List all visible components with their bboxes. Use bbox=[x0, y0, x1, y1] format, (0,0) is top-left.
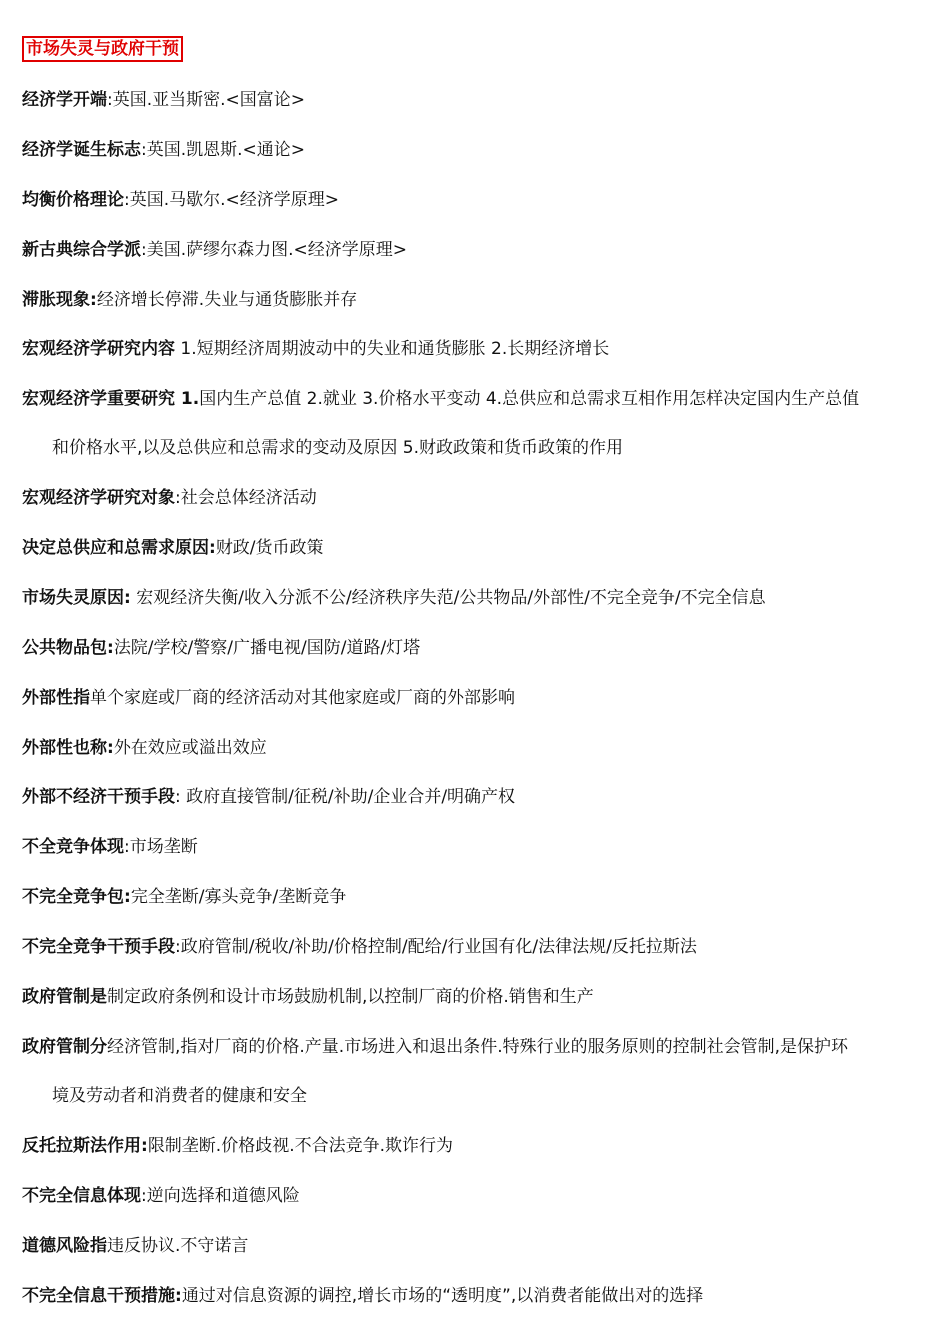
note-text: :政府管制/税收/补助/价格控制/配给/行业国有化/法律法规/反托拉斯法 bbox=[175, 937, 697, 957]
note-line bbox=[22, 1234, 248, 1258]
note-text: 通过对信息资源的调控,增长市场的“透明度”,以消费者能做出对的选择 bbox=[181, 1286, 704, 1306]
note-text: 限制垄断.价格歧视.不合法竞争.欺诈行为 bbox=[147, 1136, 454, 1156]
note-text: 完全垄断/寡头竞争/垄断竞争 bbox=[130, 887, 347, 907]
note-term: 反托拉斯法作用: bbox=[22, 1136, 148, 1156]
note-line bbox=[22, 238, 407, 262]
note-term: 宏观经济学研究对象 bbox=[22, 488, 175, 508]
note-term: 经济学诞生标志 bbox=[22, 140, 141, 160]
note-text: 经济增长停滞.失业与通货膨胀并存 bbox=[96, 290, 358, 310]
note-text: :美国.萨缪尔森力图.<经济学原理> bbox=[141, 240, 408, 260]
note-term: 经济学开端 bbox=[22, 90, 107, 110]
note-line bbox=[22, 138, 305, 162]
note-line bbox=[22, 1134, 453, 1158]
note-term: 不完全竞争干预手段 bbox=[22, 937, 175, 957]
note-term: 外部性也称: bbox=[22, 738, 114, 758]
note-text: 违反协议.不守诺言 bbox=[107, 1236, 249, 1256]
note-term: 滞胀现象: bbox=[22, 290, 97, 310]
note-term: 市场失灵原因: bbox=[22, 588, 131, 608]
note-term: 政府管制分 bbox=[22, 1037, 107, 1057]
note-line bbox=[22, 1035, 848, 1059]
note-text: 外在效应或溢出效应 bbox=[113, 738, 267, 758]
note-text: 国内生产总值 2.就业 3.价格水平变动 4.总供应和总需求互相作用怎样决定国内生产总值 bbox=[199, 389, 860, 409]
note-line-continuation bbox=[52, 1084, 307, 1108]
note-text: 和价格水平,以及总供应和总需求的变动及原因 5.财政政策和货币政策的作用 bbox=[52, 438, 624, 458]
note-term: 道德风险指 bbox=[22, 1236, 107, 1256]
note-text: 法院/学校/警察/广播电视/国防/道路/灯塔 bbox=[113, 638, 421, 658]
note-line bbox=[22, 88, 305, 112]
note-line bbox=[22, 935, 697, 959]
note-text: :英国.马歇尔.<经济学原理> bbox=[124, 190, 340, 210]
note-term: 公共物品包: bbox=[22, 638, 114, 658]
note-line bbox=[22, 736, 267, 760]
note-line-continuation bbox=[52, 436, 623, 460]
note-term: 宏观经济学研究内容 bbox=[22, 339, 175, 359]
note-term: 不全竞争体现 bbox=[22, 837, 124, 857]
note-text: 宏观经济失衡/收入分派不公/经济秩序失范/公共物品/外部性/不完全竞争/不完全信息 bbox=[130, 588, 766, 608]
note-line bbox=[22, 785, 515, 809]
note-text: :逆向选择和道德风险 bbox=[141, 1186, 300, 1206]
note-line bbox=[22, 1184, 300, 1208]
note-text: :社会总体经济活动 bbox=[175, 488, 317, 508]
note-line bbox=[22, 486, 317, 510]
note-text: :英国.亚当斯密.<国富论> bbox=[107, 90, 306, 110]
note-line bbox=[22, 337, 609, 361]
note-line bbox=[22, 636, 420, 660]
note-term: 外部性指 bbox=[22, 688, 90, 708]
note-term: 决定总供应和总需求原因: bbox=[22, 538, 216, 558]
note-text: 经济管制,指对厂商的价格.产量.市场进入和退出条件.特殊行业的服务原则的控制社会管制,是保护环 bbox=[107, 1037, 849, 1057]
note-text: 单个家庭或厂商的经济活动对其他家庭或厂商的外部影响 bbox=[90, 688, 515, 708]
note-text: 1.短期经济周期波动中的失业和通货膨胀 2.长期经济增长 bbox=[175, 339, 610, 359]
note-line bbox=[22, 288, 357, 312]
section-title-box bbox=[22, 36, 183, 62]
note-text: 境及劳动者和消费者的健康和安全 bbox=[52, 1086, 307, 1106]
note-text: 制定政府条例和设计市场鼓励机制,以控制厂商的价格.销售和生产 bbox=[107, 987, 594, 1007]
note-line bbox=[22, 387, 859, 411]
note-text: : 政府直接管制/征税/补助/企业合并/明确产权 bbox=[175, 787, 516, 807]
note-term: 新古典综合学派 bbox=[22, 240, 141, 260]
note-term: 政府管制是 bbox=[22, 987, 107, 1007]
note-text: :英国.凯恩斯.<通论> bbox=[141, 140, 306, 160]
note-term: 外部不经济干预手段 bbox=[22, 787, 175, 807]
note-line bbox=[22, 885, 346, 909]
note-line bbox=[22, 586, 766, 610]
note-term: 均衡价格理论 bbox=[22, 190, 124, 210]
section-title: 市场失灵与政府干预 bbox=[26, 39, 179, 59]
note-line bbox=[22, 985, 594, 1009]
note-line bbox=[22, 686, 515, 710]
note-term: 不完全信息干预措施: bbox=[22, 1286, 182, 1306]
note-term: 宏观经济学重要研究 1. bbox=[22, 389, 200, 409]
note-text: 财政/货币政策 bbox=[215, 538, 324, 558]
note-line bbox=[22, 835, 198, 859]
note-term: 不完全竞争包: bbox=[22, 887, 131, 907]
note-line bbox=[22, 536, 324, 560]
note-term: 不完全信息体现 bbox=[22, 1186, 141, 1206]
note-text: :市场垄断 bbox=[124, 837, 198, 857]
note-line bbox=[22, 1284, 703, 1308]
note-line bbox=[22, 188, 339, 212]
